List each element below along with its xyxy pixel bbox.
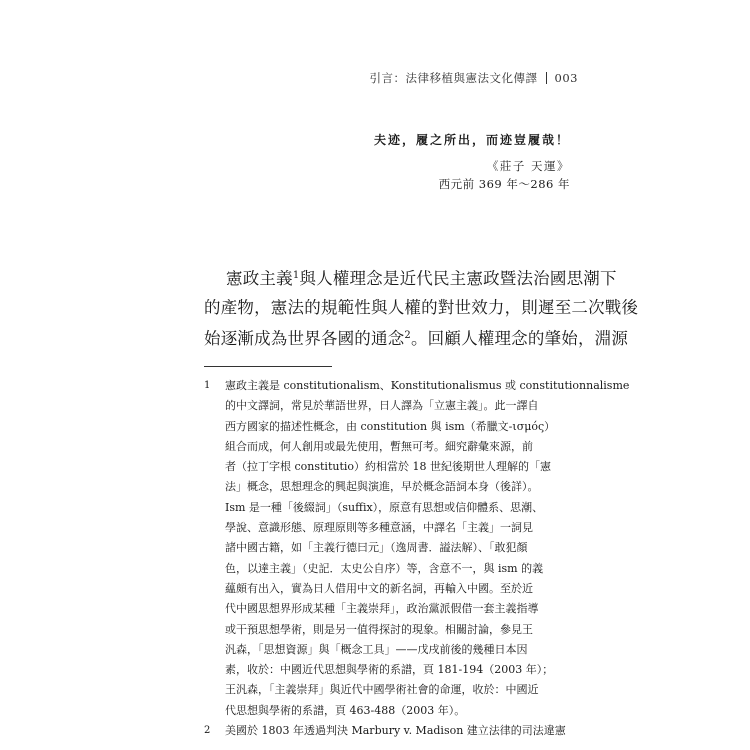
footnote-line: 色，以達主義」（史記．太史公自序）等，含意不一，與 ism 的義 [225, 561, 544, 575]
epigraph-source: 《莊子 天運》 [486, 159, 570, 173]
footnote-line: 憲政主義是 constitutionalism、Konstitutionalismus 或 constitutionnalisme [225, 379, 630, 392]
footnote-2 [204, 721, 574, 741]
body-line [204, 294, 639, 323]
body-text-segment: 憲政主義 [226, 269, 293, 288]
footnote-line: 組合而成，何人創用或最先使用，暫無可考。細究辭彙來源，前 [225, 439, 533, 453]
body-paragraph [204, 262, 639, 354]
running-head [370, 70, 578, 86]
body-text-segment: 始逐漸成為世界各國的通念 [204, 329, 405, 348]
body-text-segment: 。回顧人權理念的肇始，淵源 [410, 329, 629, 348]
body-line [204, 262, 617, 294]
page-number: 003 [554, 71, 578, 85]
running-head-title: 引言：法律移植與憲法文化傳譯 [369, 71, 538, 85]
body-text-segment: 與人權理念是近代民主憲政暨法治國思潮下 [299, 269, 617, 288]
footnote-divider [204, 366, 332, 367]
footnote-reference[interactable]: 2 [404, 330, 411, 341]
running-head-separator [546, 72, 547, 84]
footnote-line: 學說、意識形態、原理原則等多種意涵，中譯名「主義」一詞見 [225, 521, 533, 535]
body-text-segment: 的產物，憲法的規範性與人權的對世效力，則遲至二次戰後 [204, 297, 639, 317]
footnote-line: 蘊頗有出入，實為日人借用中文的新名詞，再輸入中國。至於近 [225, 581, 533, 595]
footnote-line: 汎森，「思想資源」與「概念工具」——戊戌前後的幾種日本因 [225, 642, 528, 656]
footnote-line: 或干預思想學術，則是另一值得探討的現象。相關討論，參見王 [225, 622, 533, 636]
footnote-line: 諸中國古籍，如「主義行德曰元」（逸周書．謚法解）、「敢犯顏 [225, 541, 528, 555]
footnote-1 [204, 376, 630, 721]
footnote-line: 者（拉丁字根 constitutio）約相當於 18 世紀後期世人理解的「憲 [225, 460, 552, 474]
footnote-line: 代思想與學術的系譜，頁 463-488（2003 年）。 [225, 703, 466, 717]
footnote-line: Ism 是一種「後綴詞」（suffix），原意有思想或信仰體系、思潮、 [225, 500, 544, 514]
footnotes [204, 376, 630, 741]
footnote-line: 法」概念，思想理念的興起與演進，早於概念語詞本身（後詳）。 [225, 480, 539, 494]
footnote-line: 西方國家的描述性概念，由 constitution 與 ism（希臘文-ισμός） [225, 419, 556, 433]
epigraph-quote: 夫迹，履之所出，而迹豈履哉！ [373, 133, 570, 147]
footnote-line: 的中文譯詞，常見於華語世界，日人譯為「立憲主義」。此一譯自 [225, 399, 539, 413]
epigraph-date: 西元前 369 年～286 年 [438, 177, 570, 191]
body-line [204, 322, 629, 354]
footnote-number: 2 [204, 725, 211, 737]
footnote-line: 美國於 1803 年透過判決 Marbury v. Madison 建立法律的司法違憲 [225, 724, 566, 738]
footnote-number: 1 [204, 380, 211, 391]
footnote-line: 代中國思想界形成某種「主義崇拜」，政治黨派假借一套主義指導 [225, 602, 539, 616]
footnote-line: 素，收於：中國近代思想與學術的系譜，頁 181-194（2003 年）； [225, 663, 554, 677]
footnote-reference[interactable]: 1 [292, 270, 300, 281]
footnote-line: 王汎森，「主義崇拜」與近代中國學術社會的命運，收於：中國近 [225, 683, 539, 697]
